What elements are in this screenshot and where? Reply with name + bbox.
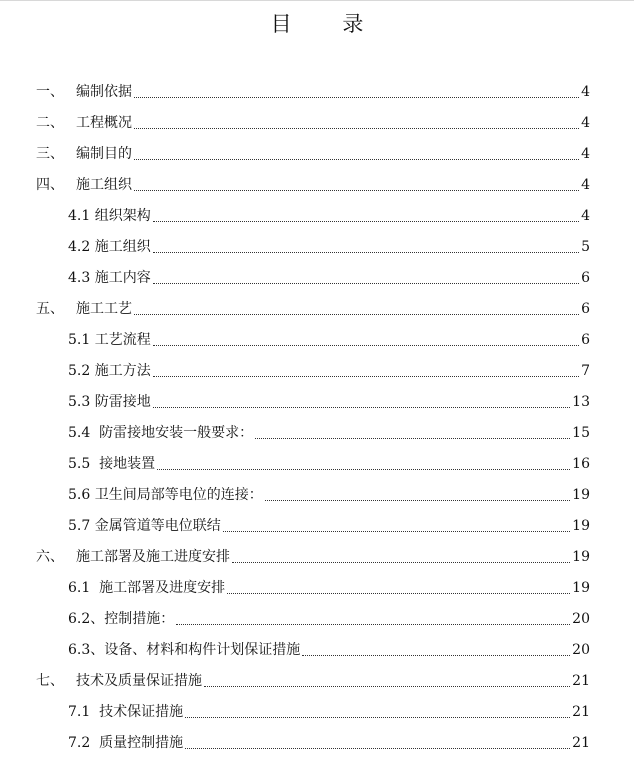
toc-entry[interactable]	[36, 324, 590, 355]
toc-entry-number: 六、	[36, 548, 64, 565]
toc-entry[interactable]	[36, 138, 590, 169]
toc-entry[interactable]	[36, 386, 590, 417]
page-title: 目 录	[270, 12, 386, 36]
toc-entry-title: 组织架构	[94, 207, 151, 224]
toc-entry[interactable]	[36, 107, 590, 138]
toc-entry-number: 5.2	[68, 362, 95, 379]
toc-entry-page-number: 19	[572, 486, 590, 503]
toc-entry-title: 编制目的	[76, 145, 132, 162]
toc-entry-page-number: 4	[581, 207, 590, 224]
toc-entry-title: 防雷接地安装一般要求：	[99, 424, 254, 441]
dot-leader	[153, 221, 579, 222]
toc-entry[interactable]	[36, 696, 590, 727]
toc-entry-page-number: 6	[581, 300, 590, 317]
toc-entry[interactable]	[36, 510, 590, 541]
toc-entry-title: 接地装置	[99, 455, 156, 472]
toc-entry-number: 4.2	[68, 238, 95, 255]
toc-entry-number: 6.1	[68, 579, 100, 596]
toc-entry-title: 工程概况	[76, 114, 132, 131]
toc-entry[interactable]	[36, 572, 590, 603]
toc-entry-page-number: 16	[572, 455, 590, 472]
toc-entry-number: 四、	[36, 176, 64, 193]
toc-entry-page-number: 15	[572, 424, 590, 441]
dot-leader	[134, 159, 579, 160]
toc-entry-page-number: 19	[572, 579, 590, 596]
dot-leader	[255, 438, 570, 439]
toc-entry-title: 施工组织	[76, 176, 132, 193]
toc-entry-title: 施工组织	[94, 238, 151, 255]
toc-entry-page-number: 6	[581, 269, 590, 286]
page-top-border	[0, 0, 634, 1]
toc-entry-number: 三、	[36, 145, 64, 162]
toc-entry-title: 施工内容	[94, 269, 151, 286]
toc-entry-title: 质量控制措施	[99, 734, 184, 751]
dot-leader	[185, 748, 570, 749]
toc-entry-page-number: 4	[581, 145, 590, 162]
toc-entry[interactable]	[36, 448, 590, 479]
toc-entry[interactable]	[36, 665, 590, 696]
toc-entry-title: 技术保证措施	[99, 703, 184, 720]
toc-entry[interactable]	[36, 727, 590, 758]
dot-leader	[302, 655, 570, 656]
toc-entry-number: 4.3	[68, 269, 95, 286]
toc-entry-page-number: 19	[572, 517, 590, 534]
toc-entry-title: 卫生间局部等电位的连接：	[94, 486, 263, 503]
toc-entry-page-number: 5	[581, 238, 590, 255]
toc-entry-page-number: 4	[581, 176, 590, 193]
toc-entry-page-number: 21	[572, 672, 590, 689]
toc-entry-page-number: 6	[581, 331, 590, 348]
toc-entry-number: 5.3	[68, 393, 95, 410]
toc-entry-number: 一、	[36, 83, 64, 100]
toc-entry-page-number: 20	[572, 641, 590, 658]
toc-entry[interactable]	[36, 479, 590, 510]
dot-leader	[223, 531, 570, 532]
toc-entry[interactable]	[36, 293, 590, 324]
toc-entry-title: 施工工艺	[76, 300, 132, 317]
dot-leader	[153, 252, 579, 253]
toc-entry-title: 工艺流程	[94, 331, 151, 348]
toc-entry-page-number: 21	[572, 734, 590, 751]
toc-entry-title: 防雷接地	[94, 393, 151, 410]
dot-leader	[153, 376, 579, 377]
toc-entry[interactable]	[36, 417, 590, 448]
toc-entry-number: 5.6	[68, 486, 95, 503]
dot-leader	[134, 190, 579, 191]
toc-entry-number: 4.1	[68, 207, 95, 224]
toc-entry-title: 施工部署及施工进度安排	[76, 548, 230, 565]
toc-entry-page-number: 13	[572, 393, 590, 410]
toc-entry-title: 编制依据	[76, 83, 132, 100]
toc-entry-number: 6.2、	[68, 610, 105, 627]
toc-entry-page-number: 4	[581, 114, 590, 131]
dot-leader	[153, 407, 570, 408]
toc-entry-title: 施工方法	[94, 362, 151, 379]
toc-entry[interactable]	[36, 541, 590, 572]
dot-leader	[153, 345, 579, 346]
toc-entry-page-number: 21	[572, 703, 590, 720]
dot-leader	[157, 469, 570, 470]
toc-entry-number: 5.1	[68, 331, 95, 348]
toc-entry[interactable]	[36, 169, 590, 200]
dot-leader	[176, 624, 570, 625]
toc-entry-number: 5.7	[68, 517, 95, 534]
toc-entry-number: 七、	[36, 672, 64, 689]
toc-entry-number: 6.3、	[68, 641, 105, 658]
toc-entry-title: 金属管道等电位联结	[94, 517, 221, 534]
toc-entry-number: 五、	[36, 300, 64, 317]
toc-entry-page-number: 20	[572, 610, 590, 627]
toc-entry-page-number: 19	[572, 548, 590, 565]
toc-entry[interactable]	[36, 634, 590, 665]
toc-entry-number: 7.2	[68, 734, 100, 751]
dot-leader	[134, 97, 579, 98]
toc-entry-title: 技术及质量保证措施	[76, 672, 202, 689]
toc-entry[interactable]	[36, 231, 590, 262]
toc-entry-title: 施工部署及进度安排	[99, 579, 226, 596]
toc-entry[interactable]	[36, 603, 590, 634]
toc-entry-title: 控制措施：	[104, 610, 175, 627]
dot-leader	[204, 686, 570, 687]
dot-leader	[134, 314, 579, 315]
toc-entry[interactable]	[36, 355, 590, 386]
dot-leader	[265, 500, 570, 501]
dot-leader	[153, 283, 579, 284]
toc-entry[interactable]	[36, 76, 590, 107]
toc-entry-number: 7.1	[68, 703, 100, 720]
toc-entry-title: 设备、材料和构件计划保证措施	[104, 641, 301, 658]
toc-entry[interactable]	[36, 262, 590, 293]
dot-leader	[227, 593, 570, 594]
toc-entry-page-number: 7	[581, 362, 590, 379]
dot-leader	[185, 717, 570, 718]
toc-entry-number: 5.5	[68, 455, 100, 472]
toc-entry-number: 二、	[36, 114, 64, 131]
toc-entry[interactable]	[36, 200, 590, 231]
dot-leader	[134, 128, 579, 129]
table-of-contents	[36, 76, 590, 758]
toc-entry-page-number: 4	[581, 83, 590, 100]
toc-entry-number: 5.4	[68, 424, 100, 441]
dot-leader	[232, 562, 570, 563]
